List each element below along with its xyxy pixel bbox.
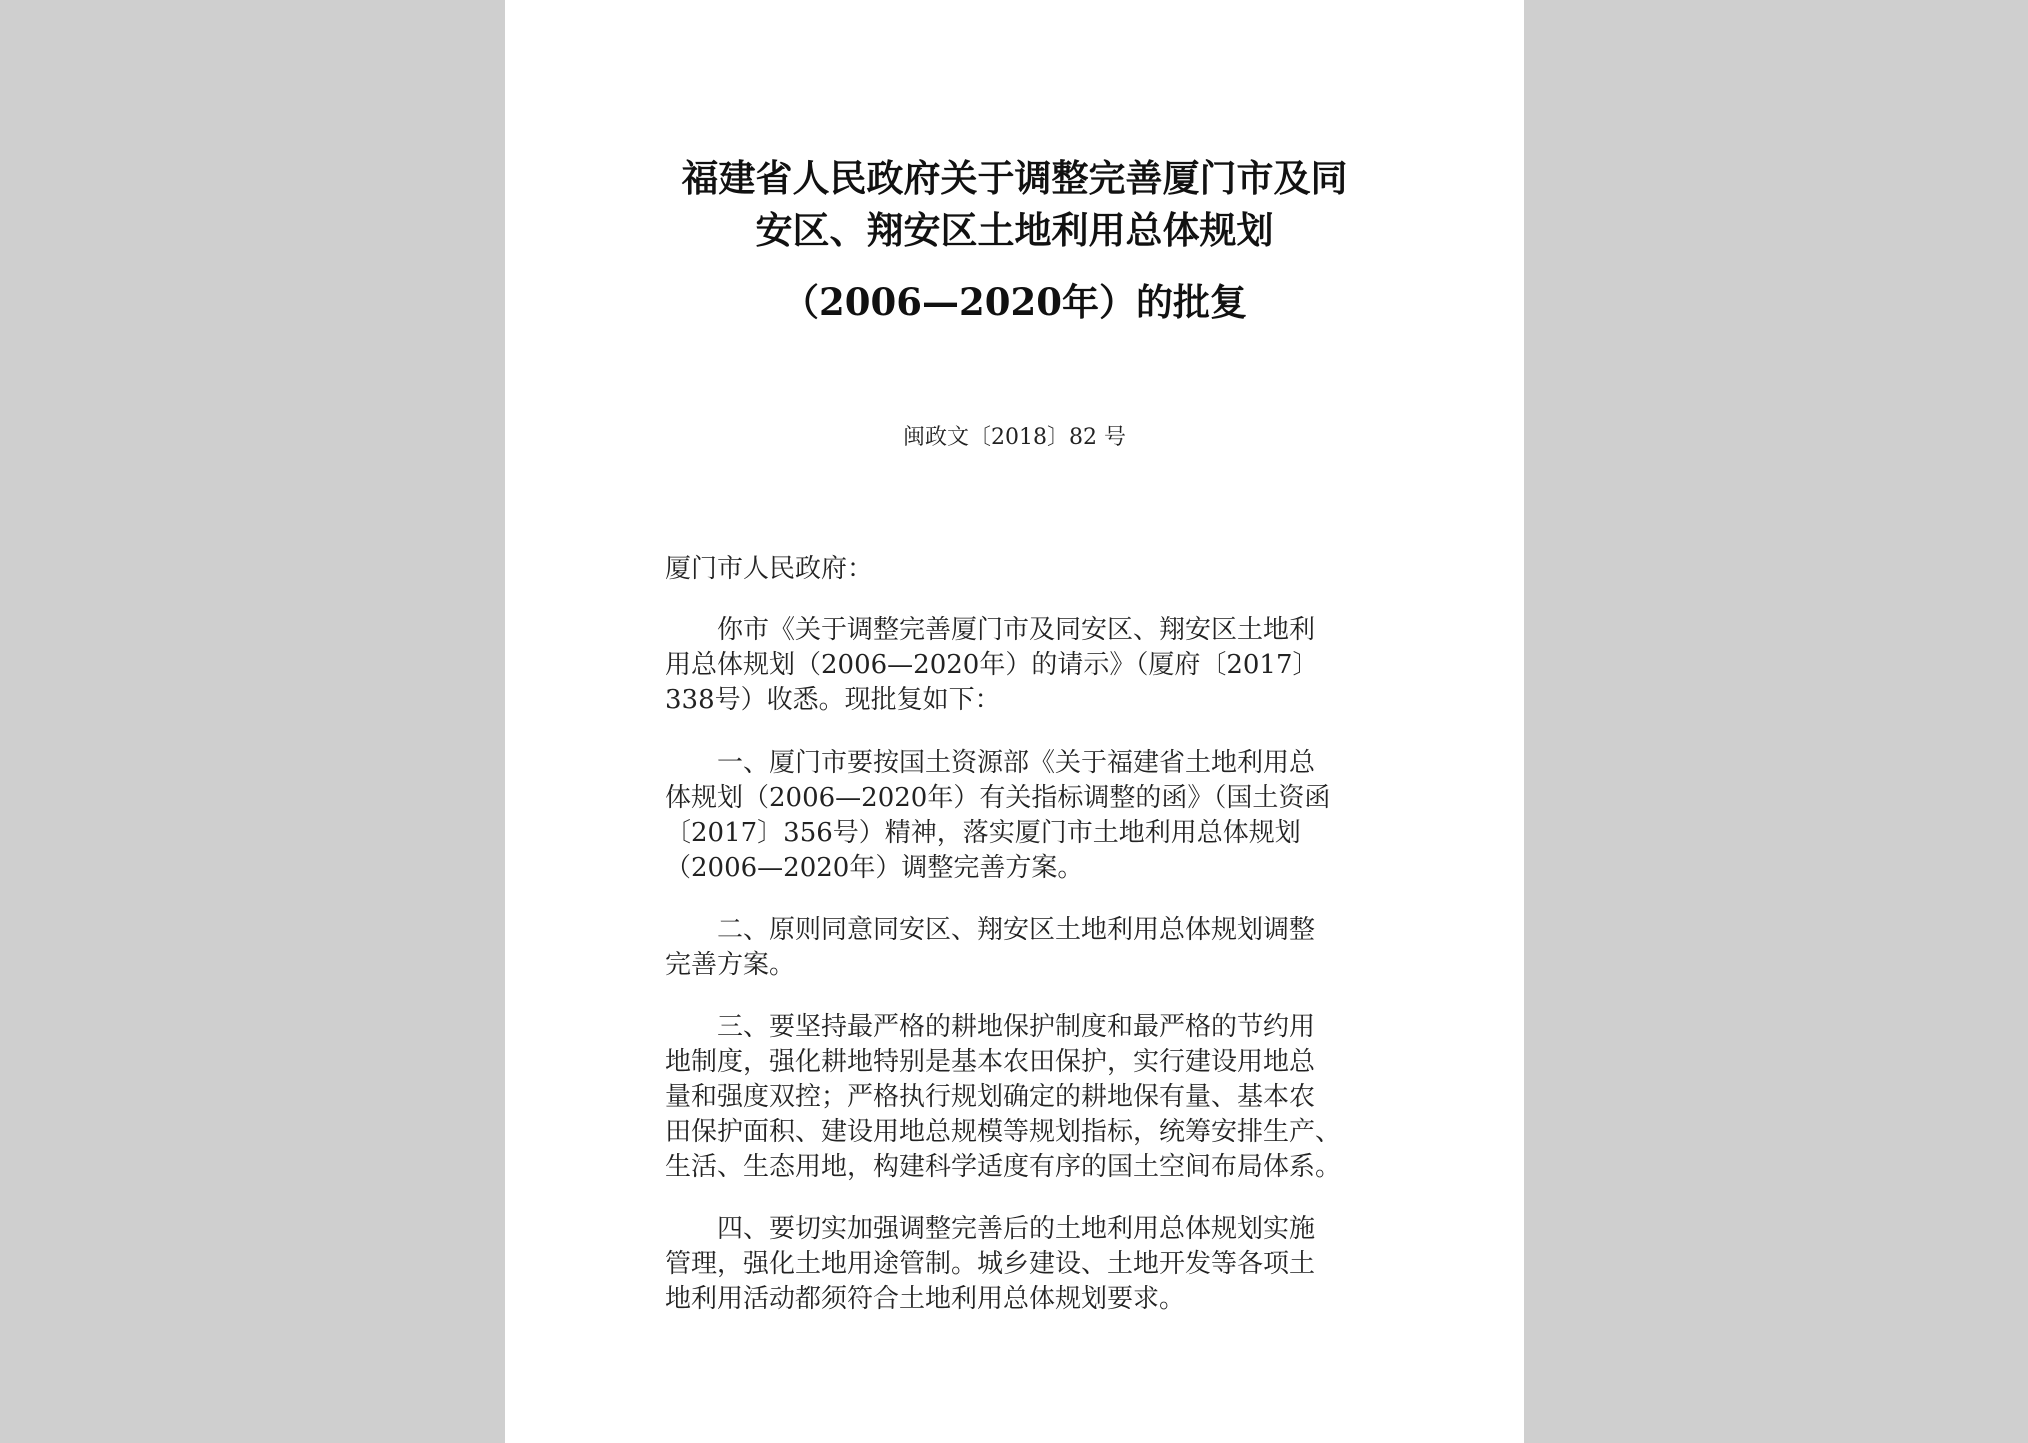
document-page [505,0,1524,1443]
paragraph-line: （2006—2020年）调整完善方案。 [665,853,1084,883]
paragraph-line: 体规划（2006—2020年）有关指标调整的函》（国土资函 [665,783,1331,813]
paragraph-line: 一、厦门市要按国土资源部《关于福建省土地利用总 [665,748,1316,778]
paragraph-line: 地制度，强化耕地特别是基本农田保护，实行建设用地总 [665,1047,1316,1077]
paragraph-1 [665,613,1385,718]
paragraph-line: 三、要坚持最严格的耕地保护制度和最严格的节约用 [665,1012,1316,1042]
paragraph-line: 二、原则同意同安区、翔安区土地利用总体规划调整 [665,915,1316,945]
paragraph-line: 用总体规划（2006—2020年）的请示》（厦府〔2017〕 [665,650,1319,680]
paragraph-2 [665,746,1385,886]
paragraph-4 [665,1010,1385,1185]
document-title-line-3: （2006—2020年）的批复 [782,280,1247,324]
paragraph-line: 量和强度双控；严格执行规划确定的耕地保有量、基本农 [665,1082,1316,1112]
document-number: 闽政文〔2018〕82 号 [903,425,1126,450]
paragraph-3 [665,913,1385,983]
paragraph-line: 你市《关于调整完善厦门市及同安区、翔安区土地利 [665,615,1316,645]
paragraph-5 [665,1212,1385,1317]
paragraph-line: 完善方案。 [665,950,796,980]
paragraph-line: 生活、生态用地，构建科学适度有序的国土空间布局体系。 [665,1152,1342,1182]
paragraph-line: 地利用活动都须符合土地利用总体规划要求。 [665,1284,1186,1314]
paragraph-line: 田保护面积、建设用地总规模等规划指标，统筹安排生产、 [665,1117,1342,1147]
paragraph-line: 〔2017〕356号）精神，落实厦门市土地利用总体规划 [665,818,1301,848]
salutation-text: 厦门市人民政府： [665,554,874,584]
paragraph-line: 338号）收悉。现批复如下： [665,685,1001,715]
salutation [665,552,1385,587]
paragraph-line: 四、要切实加强调整完善后的土地利用总体规划实施 [665,1214,1316,1244]
document-title-line-1: 福建省人民政府关于调整完善厦门市及同 [681,156,1348,200]
document-title-line-2: 安区、翔安区土地利用总体规划 [755,208,1274,252]
paragraph-line: 管理，强化土地用途管制。城乡建设、土地开发等各项土 [665,1249,1316,1279]
